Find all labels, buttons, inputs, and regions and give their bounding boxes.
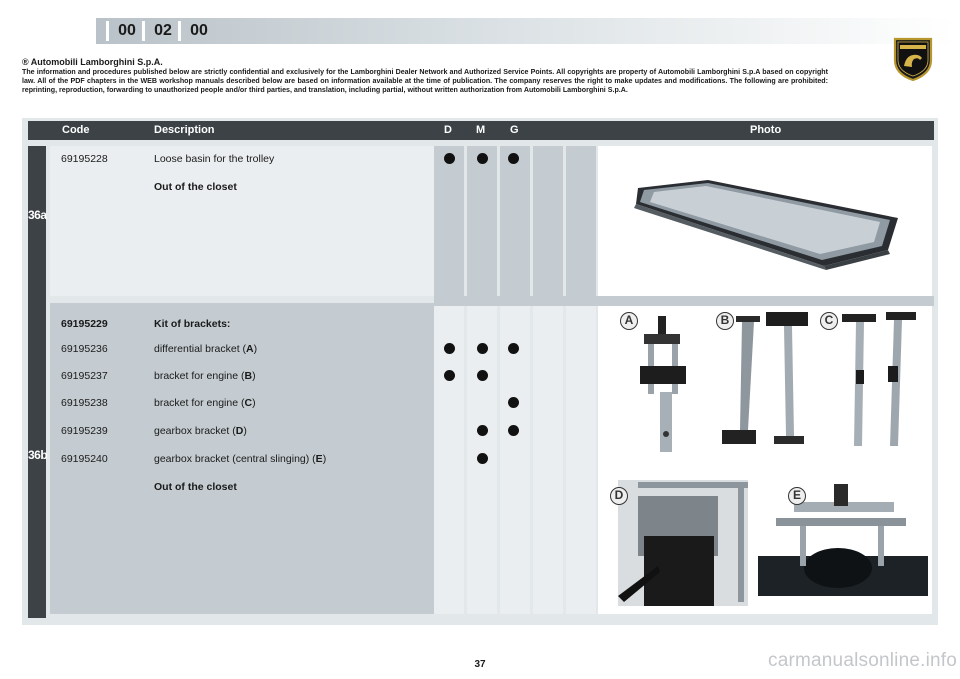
chapter-code-3: 00	[178, 18, 220, 44]
callout-letter-b: B	[716, 312, 734, 330]
kit-code: 69195229	[61, 318, 108, 330]
callout-letter-d: D	[610, 487, 628, 505]
table-header	[28, 121, 934, 140]
chapter-code-1: 00	[106, 18, 148, 44]
kit-description: Kit of brackets:	[154, 318, 231, 330]
section-36a-row	[50, 146, 434, 296]
g-marker	[508, 343, 519, 354]
column-extra1-36b	[533, 306, 563, 614]
basin-tray-image	[598, 146, 932, 296]
item-note: Out of the closet	[154, 181, 237, 193]
d-marker	[444, 370, 455, 381]
brackets-image	[598, 306, 932, 614]
legal-notice	[22, 57, 828, 95]
item-code: 69195238	[61, 397, 108, 409]
chapter-code-2: 02	[142, 18, 184, 44]
d-marker	[444, 343, 455, 354]
column-m-36a	[467, 146, 497, 296]
callout-letter-c: C	[820, 312, 838, 330]
lamborghini-logo-icon	[892, 36, 934, 82]
item-code: 69195237	[61, 370, 108, 382]
item-description: bracket for engine (B)	[154, 370, 256, 382]
section-label-36b: 36b	[28, 448, 48, 462]
column-d-36a	[434, 146, 464, 296]
column-header-m: M	[476, 124, 486, 136]
callout-letter-a: A	[620, 312, 638, 330]
item-description: bracket for engine (C)	[154, 397, 256, 409]
legal-text: The information and procedures published below are strictly confidential and exclusively for the Lamborghini Dealer Network and Authorized Service Points. All copyrights are property of Automobili Lamborghini S.p.A based on copyright law. All of the PDF chapters in the WEB workshop manuals described below are based on information available at the time of publication. The company reserves the right to make updates and modifications. The following are prohibited: reprinting, reproduction, forwarding to unauthorized people and/or third parties, and translation, including partial, without written authorization from Automobili Lamborghini S.p.A.	[22, 68, 828, 94]
header-band	[96, 18, 956, 44]
section-divider	[434, 296, 934, 306]
g-marker	[508, 397, 519, 408]
column-extra2-36a	[566, 146, 596, 296]
g-marker	[508, 425, 519, 436]
column-header-d: D	[444, 124, 452, 136]
column-extra2-36b	[566, 306, 596, 614]
m-marker	[477, 153, 488, 164]
d-marker	[444, 153, 455, 164]
item-description: Loose basin for the trolley	[154, 153, 275, 165]
m-marker	[477, 425, 488, 436]
company-name: ® Automobili Lamborghini S.p.A.	[22, 57, 163, 67]
column-extra1-36a	[533, 146, 563, 296]
watermark: carmanualsonline.info	[768, 650, 958, 671]
photo-brackets	[598, 306, 932, 614]
item-note: Out of the closet	[154, 481, 237, 493]
page-number: 37	[474, 659, 486, 670]
column-header-description: Description	[154, 124, 215, 136]
item-code: 69195239	[61, 425, 108, 437]
item-code: 69195228	[61, 153, 108, 165]
m-marker	[477, 370, 488, 381]
column-g-36a	[500, 146, 530, 296]
g-marker	[508, 153, 519, 164]
column-header-code: Code	[62, 124, 90, 136]
item-code: 69195236	[61, 343, 108, 355]
item-description: differential bracket (A)	[154, 343, 258, 355]
column-header-g: G	[510, 124, 519, 136]
m-marker	[477, 453, 488, 464]
item-code: 69195240	[61, 453, 108, 465]
item-description: gearbox bracket (D)	[154, 425, 247, 437]
m-marker	[477, 343, 488, 354]
photo-basin	[598, 146, 932, 296]
column-header-photo: Photo	[750, 124, 782, 136]
callout-letter-e: E	[788, 487, 806, 505]
section-label-36a: 36a	[28, 208, 47, 222]
item-description: gearbox bracket (central slinging) (E)	[154, 453, 327, 465]
